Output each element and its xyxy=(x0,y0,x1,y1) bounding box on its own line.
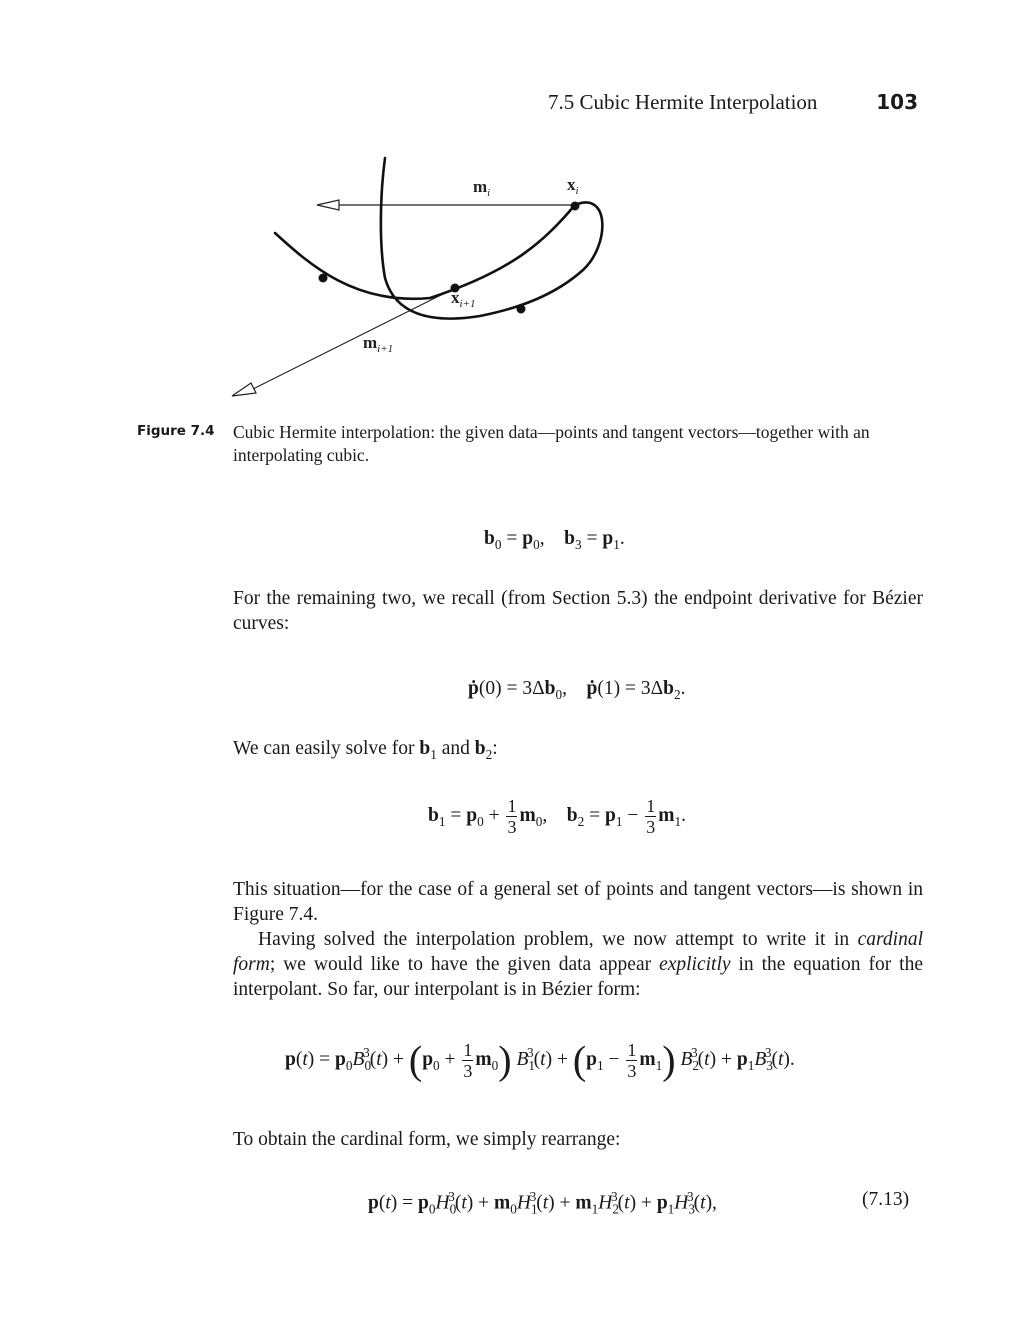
equation-cardinal-form: $p(t) = p_0H_0^3(t) + m_0H_1^3(t) + m_1H_2^3(t) + p_1H_3^3(t)$, xyxy=(368,1189,717,1217)
equation-number: (7.13) xyxy=(862,1189,910,1210)
label-xi1: $x_{i+1}$ xyxy=(451,288,476,310)
label-mi: $m_i$ xyxy=(473,177,491,199)
data-point xyxy=(517,305,526,314)
paragraph-3: This situation—for the case of a general set of points and tangent vectors—is shown in Figure 7.4. xyxy=(233,879,923,925)
page-number: 103 xyxy=(876,90,918,114)
figure-label: Figure 7.4 xyxy=(137,423,215,439)
section-title: 7.5 Cubic Hermite Interpolation xyxy=(548,90,818,114)
data-point-xi xyxy=(571,202,580,211)
tangent-mi1-arrowhead xyxy=(232,383,256,396)
hermite-figure xyxy=(215,150,615,410)
interpolating-cubic xyxy=(275,158,602,319)
label-xi: $x_i$ xyxy=(567,175,579,197)
equation-bezier-form: $p(t) = p_0B_0^3(t) + (p_0$ + $\frac{1}{3}$ $m_0$) $B_1^3(t) + (p_1$ − $\frac{1}{3}$ $m_1$) $B_2^3(t) + p_1B_3^3(t)$. xyxy=(285,1037,795,1083)
tangent-mi1-line xyxy=(251,288,455,390)
tangent-mi-arrowhead xyxy=(317,200,339,210)
equation-inner-points: $b_1 = p_0$ + $\frac{1}{3}$ $m_0$, $b_2 = p_1$ − $\frac{1}{3}$ $m_1$. xyxy=(428,796,686,837)
figure-caption: Cubic Hermite interpolation: the given data—points and tangent vectors—together with an interpolating cubic. xyxy=(233,422,870,465)
paragraph-5: To obtain the cardinal form, we simply rearrange: xyxy=(233,1129,621,1150)
paragraph-1: For the remaining two, we recall (from Section 5.3) the endpoint derivative for Bézier curves: xyxy=(233,588,923,634)
label-mi1: $m_{i+1}$ xyxy=(363,333,394,355)
equation-endpoints: $b_0 = p_0$, $b_3 = p_1$. xyxy=(484,528,625,552)
paragraph-4: Having solved the interpolation problem, we now attempt to write it in cardinal form; we would like to have the given data appear explicitly in the equation for the interpolant. So far, our interpolant is in Bézier form: xyxy=(233,929,923,1000)
paragraph-2: We can easily solve for $b_1$ and $b_2$: xyxy=(233,738,498,762)
data-point xyxy=(319,274,328,283)
equation-derivatives: ṗ(0) = $3\Delta b_0$, ṗ(1) = $3\Delta b_2$. xyxy=(468,678,686,702)
